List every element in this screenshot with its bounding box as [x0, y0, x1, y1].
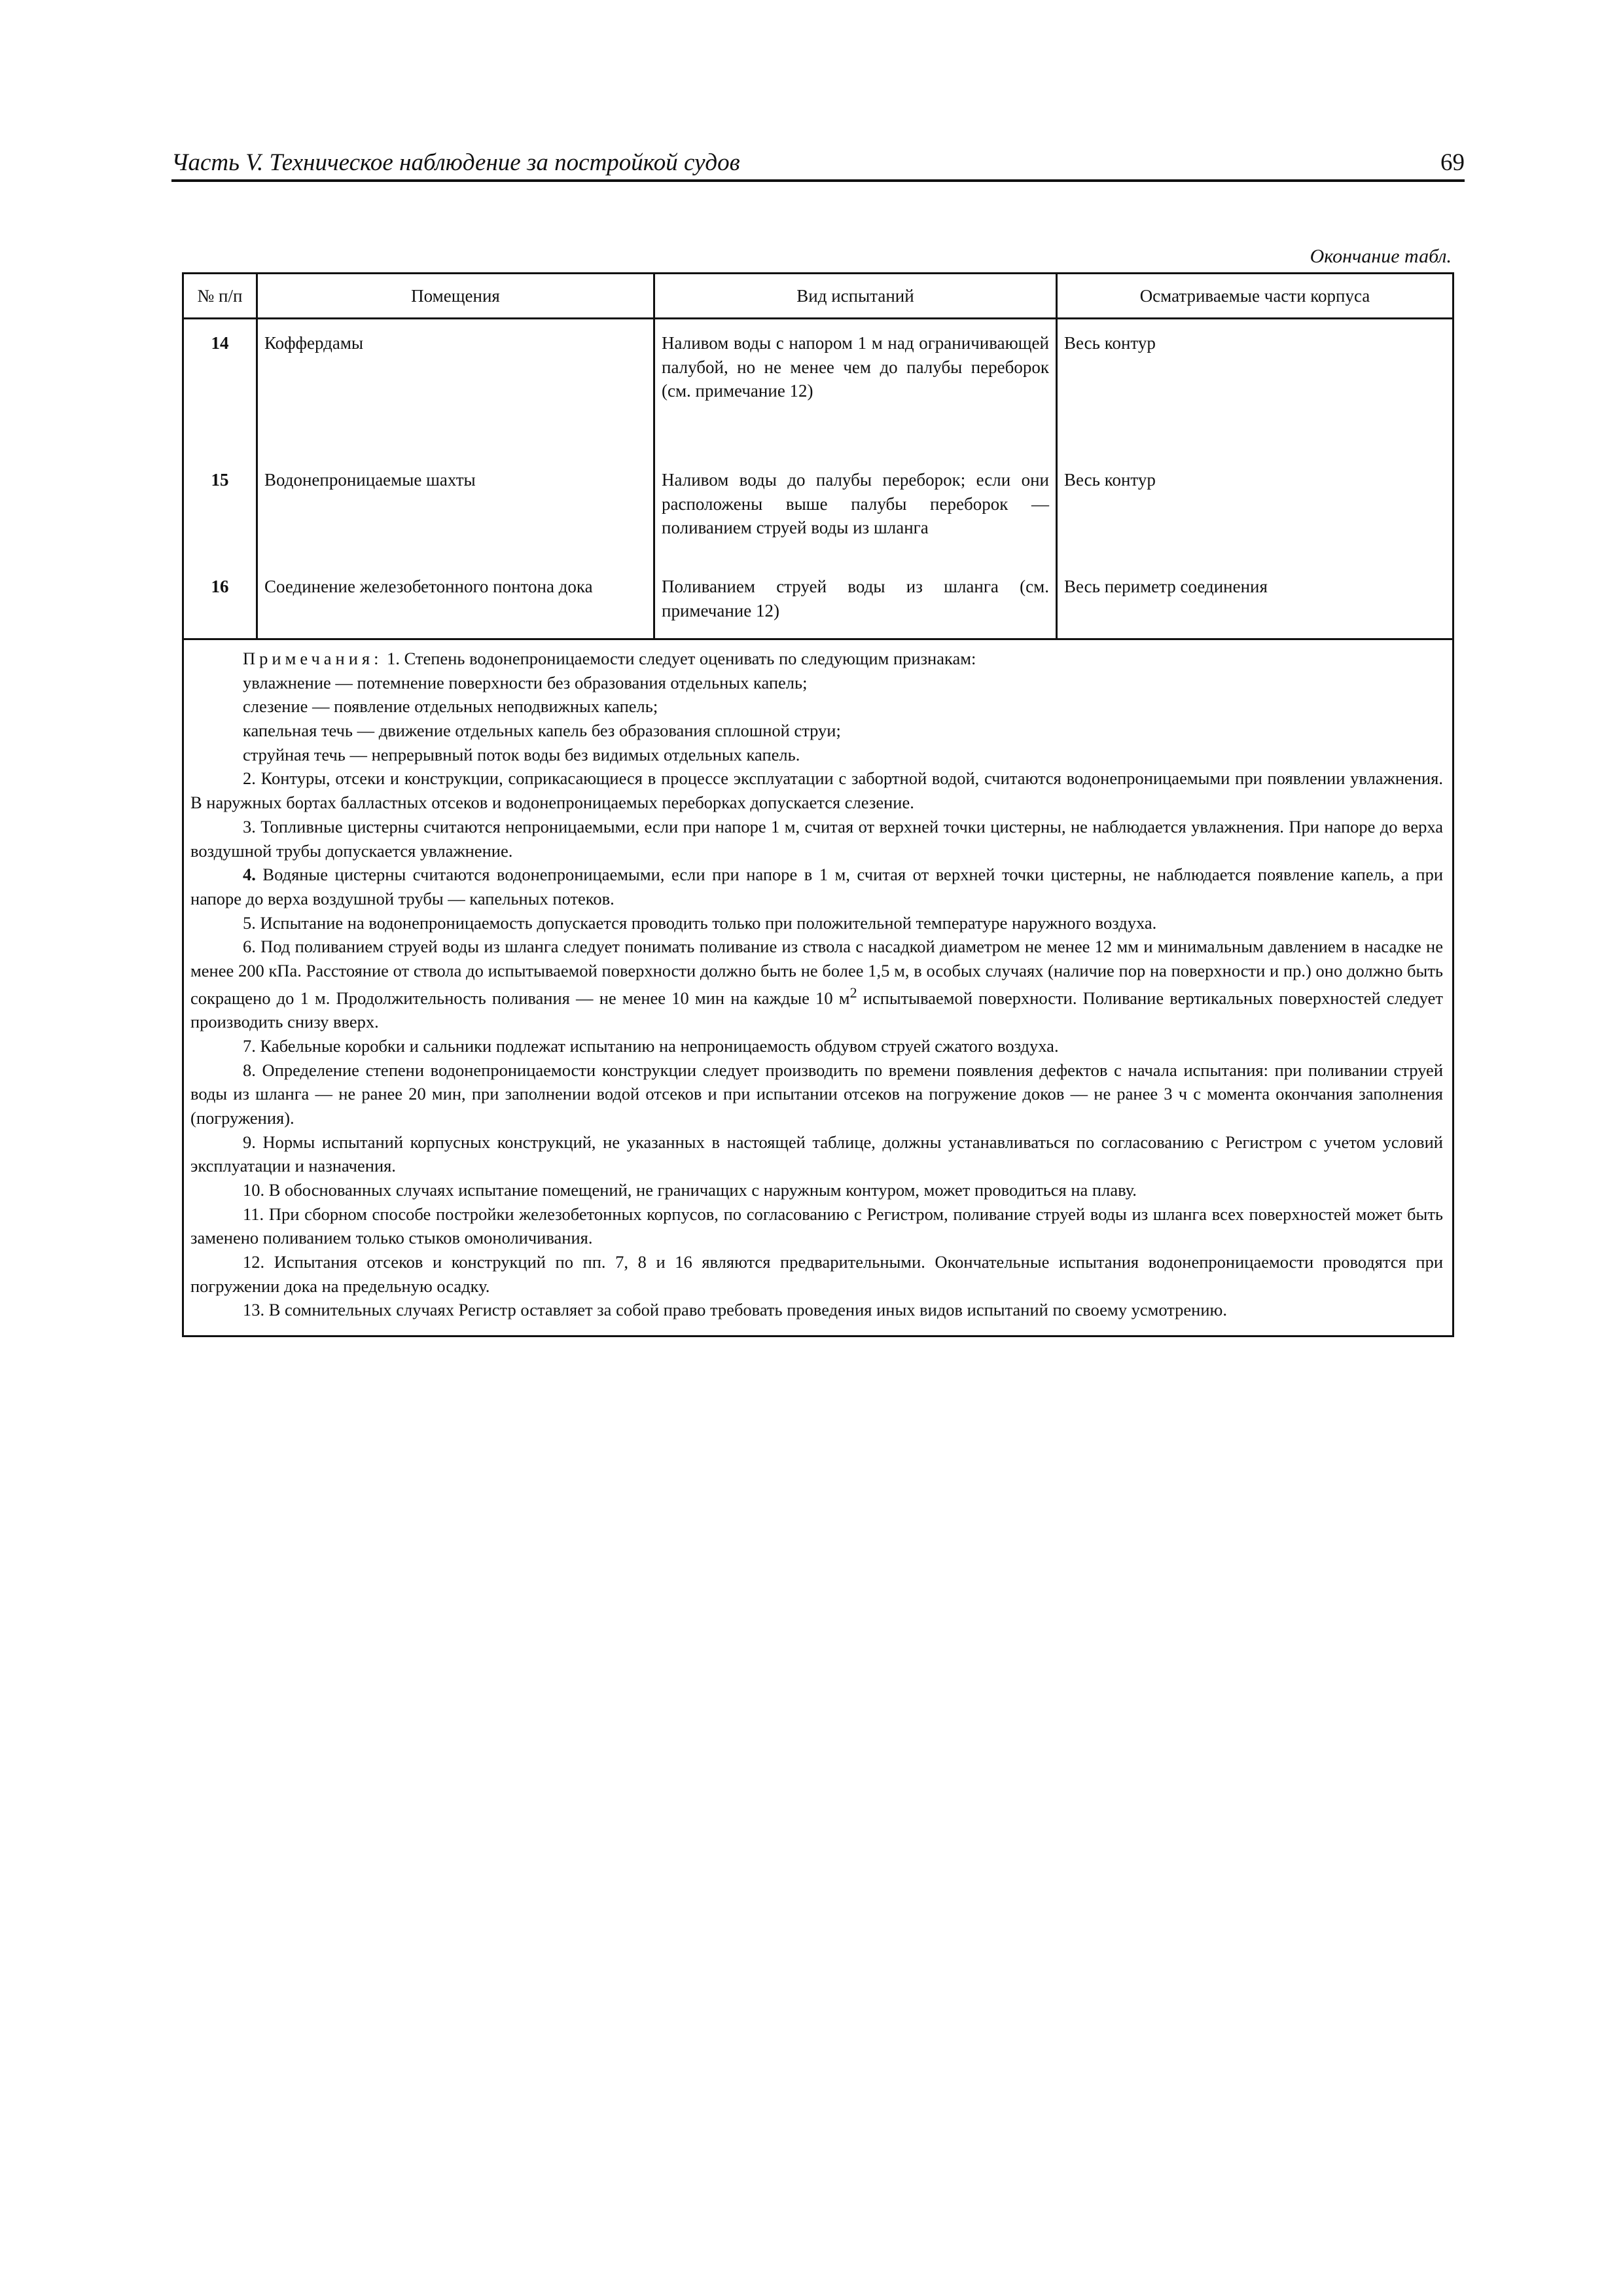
- row-number: 14: [183, 319, 257, 457]
- test-requirements-table: [182, 272, 1454, 1337]
- page-number: 69: [1440, 149, 1465, 176]
- row-test-type: Поливанием струей воды из шланга (см. примечание 12): [654, 567, 1057, 639]
- note-10: 10. В обоснованных случаях испытание помещений, не граничащих с наружным контуром, может проводиться на плаву.: [243, 1179, 1137, 1200]
- row-test-type: Наливом воды до палубы переборок; если они расположены выше палубы переборок — поливанием струей воды из шланга: [654, 456, 1057, 567]
- row-hull-parts: Весь контур: [1057, 456, 1454, 567]
- row-hull-parts: Весь контур: [1057, 319, 1454, 457]
- table-caption: Окончание табл.: [1310, 245, 1452, 267]
- row-room: Соединение железобетонного понтона дока: [257, 567, 654, 639]
- notes-label: Примечания:: [243, 649, 383, 668]
- note-definition: увлажнение — потемнение поверхности без образования отдельных капель;: [243, 672, 808, 692]
- note-5: 5. Испытание на водонепроницаемость допускается проводить только при положительной температуре наружного воздуха.: [243, 912, 1157, 933]
- page-header: [171, 145, 1465, 182]
- table-header-row: [183, 274, 1454, 319]
- note-1-text: 1. Степень водонепроницаемости следует оценивать по следующим признакам:: [387, 649, 976, 668]
- note-2: 2. Контуры, отсеки и конструкции, соприкасающиеся в процессе эксплуатации с забортной водой, считаются водонепроницаемыми при появлении увлажнения. В наружных бортах балластных отсеков и водонепроницаемых переборках допускается слезение.: [190, 768, 1443, 813]
- note-7: 7. Кабельные коробки и сальники подлежат испытанию на непроницаемость обдувом струей сжатого воздуха.: [243, 1035, 1059, 1056]
- running-title: Часть V. Техническое наблюдение за постройкой судов: [171, 149, 740, 176]
- note-13: 13. В сомнительных случаях Регистр оставляет за собой право требовать проведения иных видов испытаний по своему усмотрению.: [243, 1300, 1227, 1320]
- row-room: Коффердамы: [257, 319, 654, 457]
- note-4-text: Водяные цистерны считаются водонепроницаемыми, если при напоре в 1 м, считая от верхней точки цистерны, не наблюдается появление капель, а при напоре до верха воздушной трубы — капельных потеков.: [190, 865, 1444, 908]
- note-4: [190, 863, 1443, 910]
- table-row: [183, 567, 1454, 639]
- notes-row: [183, 639, 1454, 1336]
- note-9: 9. Нормы испытаний корпусных конструкций, не указанных в настоящей таблице, должны устанавливаться по согласованию с Регистром с учетом условий эксплуатации и назначения.: [190, 1132, 1443, 1176]
- note-4-number: 4.: [243, 865, 256, 885]
- note-6: [190, 935, 1443, 1034]
- note-12: 12. Испытания отсеков и конструкций по пп. 7, 8 и 16 являются предварительными. Окончательные испытания водонепроницаемости проводятся при погружении дока на предельную осадку.: [190, 1252, 1443, 1296]
- table-notes: [183, 639, 1454, 1336]
- row-number: 15: [183, 456, 257, 567]
- column-header-rooms: Помещения: [257, 274, 654, 319]
- note-8: 8. Определение степени водонепроницаемости конструкции следует производить по времени появления дефектов с начала испытания: при поливании струей воды из шланга — не ранее 20 мин, при заполнении водой отсеков и при испытании отсеков на погружение доков — не ранее 3 ч с момента окончания заполнения (погружения).: [190, 1060, 1443, 1128]
- table-row: [183, 456, 1454, 567]
- row-number: 16: [183, 567, 257, 639]
- note-6-text: 6. Под поливанием струей воды из шланга следует понимать поливание из ствола с насадкой диаметром не менее 12 мм и минимальным давлением в насадке не менее 200 кПа. Расстояние от ствола до испытываемой поверхности должно быть не более 1,5 м, в особых случаях (наличие пор на поверхности и пр.) оно должно быть сокращено до 1 м. Продолжительность поливания — не менее 10 мин на каждые 10 м: [190, 937, 1443, 1008]
- column-header-test-type: Вид испытаний: [654, 274, 1057, 319]
- note-6-tail: испытываемой поверхности. Поливание вертикальных поверхностей следует производить снизу вверх.: [190, 988, 1443, 1032]
- note-3: 3. Топливные цистерны считаются непроницаемыми, если при напоре 1 м, считая от верхней точки цистерны, не наблюдается увлажнения. При напоре до верха воздушной трубы допускается увлажнение.: [190, 816, 1443, 861]
- row-test-type: Наливом воды с напором 1 м над ограничивающей палубой, но не менее чем до палубы переборок (см. примечание 12): [654, 319, 1057, 457]
- row-hull-parts: Весь периметр соединения: [1057, 567, 1454, 639]
- column-header-number: № п/п: [183, 274, 257, 319]
- note-1: [190, 647, 1443, 671]
- note-definition: слезение — появление отдельных неподвижных капель;: [243, 696, 658, 717]
- table-row: [183, 319, 1454, 457]
- note-11: 11. При сборном способе постройки железобетонных корпусов, по согласованию с Регистром, поливание струей воды из шланга всех поверхностей может быть заменено поливанием только стыков омоноличивания.: [190, 1204, 1443, 1248]
- note-definition: струйная течь — непрерывный поток воды без видимых отдельных капель.: [243, 744, 800, 764]
- note-definition: капельная течь — движение отдельных капель без образования сплошной струи;: [243, 721, 841, 741]
- note-6-superscript: 2: [849, 984, 857, 1001]
- column-header-hull-parts: Осматриваемые части корпуса: [1057, 274, 1454, 319]
- row-room: Водонепроницаемые шахты: [257, 456, 654, 567]
